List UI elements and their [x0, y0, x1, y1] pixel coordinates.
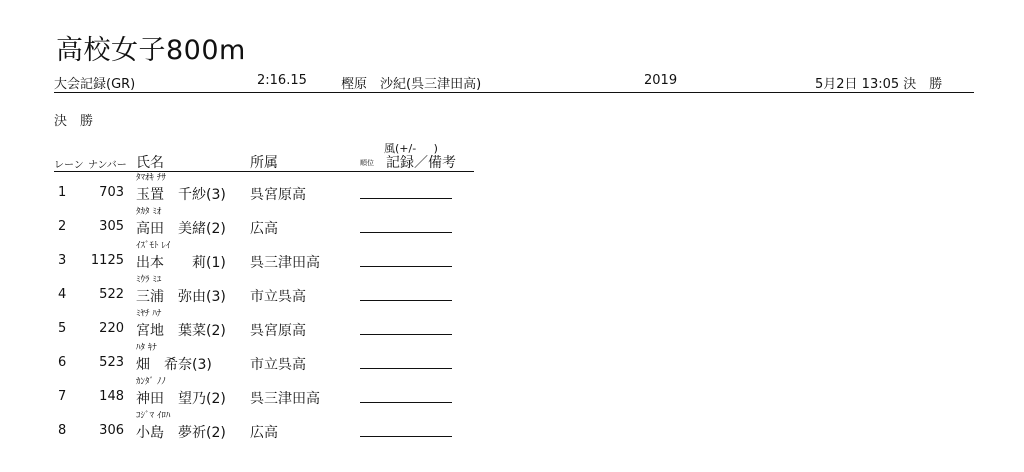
athlete-team: 呉三津田高: [250, 391, 320, 407]
result-entry-line: [360, 232, 452, 233]
bib-number: 306: [99, 423, 124, 438]
header-number: ナンバー: [88, 160, 127, 171]
section-title: 決 勝: [54, 114, 94, 129]
athlete-kana: ｶﾝﾀﾞ ﾉﾉ: [136, 377, 166, 387]
athlete-kana: ﾐﾔﾁ ﾊﾅ: [136, 309, 162, 319]
result-entry-line: [360, 368, 452, 369]
table-row: [0, 374, 1024, 408]
athlete-kana: ｲｽﾞﾓﾄ ﾚｲ: [136, 241, 171, 251]
lane-number: 1: [58, 185, 67, 200]
page-title: 高校女子800m: [56, 35, 246, 66]
table-row: [0, 170, 1024, 204]
athlete-team: 広高: [250, 221, 278, 237]
athlete-team: 市立呉高: [250, 357, 306, 373]
result-entry-line: [360, 436, 452, 437]
athlete-team: 広高: [250, 425, 278, 441]
record-holder: 樫原 沙紀(呉三津田高): [341, 77, 482, 92]
athlete-team: 呉宮原高: [250, 187, 306, 203]
athlete-team: 呉三津田高: [250, 255, 320, 271]
lane-number: 4: [58, 287, 67, 302]
athlete-name: 三浦 弥由(3): [136, 289, 226, 305]
lane-number: 6: [58, 355, 67, 370]
record-time: 2:16.15: [257, 73, 307, 88]
lane-number: 5: [58, 321, 67, 336]
athlete-name: 小島 夢祈(2): [136, 425, 226, 441]
bib-number: 523: [99, 355, 124, 370]
bib-number: 148: [99, 389, 124, 404]
athlete-kana: ﾐｳﾗ ﾐﾕ: [136, 275, 162, 285]
athlete-kana: ﾀｶﾀ ﾐｵ: [136, 207, 162, 217]
athlete-team: 呉宮原高: [250, 323, 306, 339]
meet-record-bar: [54, 72, 974, 93]
bib-number: 1125: [90, 253, 124, 268]
athlete-team: 市立呉高: [250, 289, 306, 305]
header-rank: 順位: [360, 159, 374, 167]
athlete-name: 宮地 葉菜(2): [136, 323, 226, 339]
athlete-kana: ｺｼﾞﾏ ｲﾛﾊ: [136, 411, 171, 421]
record-year: 2019: [644, 73, 678, 88]
lane-number: 2: [58, 219, 67, 234]
athlete-name: 神田 望乃(2): [136, 391, 226, 407]
table-row: [0, 238, 1024, 272]
athlete-name: 畑 希奈(3): [136, 357, 212, 373]
result-entry-line: [360, 266, 452, 267]
header-name: 氏名: [136, 155, 164, 171]
event-info: 5月2日 13:05 決 勝: [815, 77, 943, 92]
result-entry-line: [360, 334, 452, 335]
table-row: [0, 272, 1024, 306]
header-team: 所属: [250, 155, 278, 171]
result-entry-line: [360, 402, 452, 403]
bib-number: 522: [99, 287, 124, 302]
table-row: [0, 306, 1024, 340]
result-entry-line: [360, 300, 452, 301]
table-row: [0, 408, 1024, 442]
lane-number: 7: [58, 389, 67, 404]
athlete-name: 出本 莉(1): [136, 255, 226, 271]
bib-number: 703: [99, 185, 124, 200]
header-lane: レーン: [54, 160, 84, 171]
athlete-name: 玉置 千紗(3): [136, 187, 226, 203]
bib-number: 305: [99, 219, 124, 234]
result-entry-line: [360, 198, 452, 199]
record-label: 大会記録(GR): [54, 77, 136, 92]
athlete-kana: ﾀﾏｵｷ ﾁｻ: [136, 173, 166, 183]
athlete-name: 高田 美緒(2): [136, 221, 226, 237]
header-result: 記録／備考: [386, 155, 456, 171]
table-row: [0, 204, 1024, 238]
lane-number: 8: [58, 423, 67, 438]
athlete-kana: ﾊﾀ ｷﾅ: [136, 343, 157, 353]
bib-number: 220: [99, 321, 124, 336]
table-row: [0, 340, 1024, 374]
wind-label: 風(+/- ): [384, 142, 438, 155]
lane-number: 3: [58, 253, 67, 268]
